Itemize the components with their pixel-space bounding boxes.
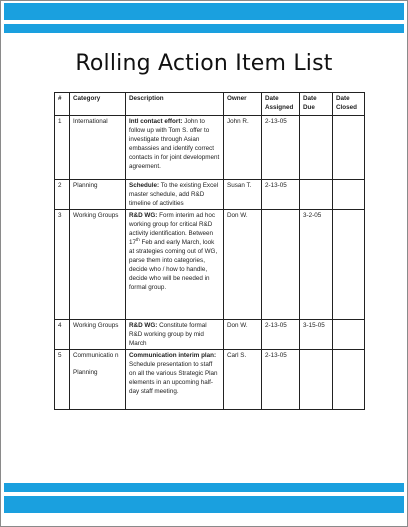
description-heading: R&D WG: (129, 212, 158, 219)
row-num: 5 (55, 350, 70, 410)
header-category: Category (70, 93, 126, 116)
row-owner: Susan T. (224, 180, 262, 210)
row-category: International (70, 116, 126, 180)
table-row (55, 320, 365, 350)
row-date-closed (333, 350, 365, 410)
row-owner: John R. (224, 116, 262, 180)
page-title: Rolling Action Item List (75, 51, 333, 76)
header-date-due: Date Due (300, 93, 333, 116)
row-num: 3 (55, 210, 70, 320)
action-item-table (54, 92, 365, 410)
row-date-closed (333, 180, 365, 210)
header-owner: Owner (224, 93, 262, 116)
table-row (55, 210, 365, 320)
row-date-assigned: 2-13-05 (262, 180, 300, 210)
description-heading: R&D WG: (129, 322, 158, 329)
description-heading: Schedule: (129, 182, 160, 189)
description-heading: Intl contact effort: (129, 118, 183, 125)
row-date-due (300, 350, 333, 410)
header-description: Description (126, 93, 224, 116)
row-date-assigned: 2-13-05 (262, 116, 300, 180)
row-owner: Carl S. (224, 350, 262, 410)
row-date-due: 3-2-05 (300, 210, 333, 320)
row-date-due (300, 116, 333, 180)
row-date-closed (333, 320, 365, 350)
description-body: Form interim ad hoc working group for critical R&D activity identification. Between 17 (129, 212, 216, 246)
row-date-closed (333, 210, 365, 320)
row-num: 2 (55, 180, 70, 210)
category-line: Communicatio n (73, 352, 119, 359)
description-body: John to follow up with Tom S. offer to investigate through Asian embassies and identify correct contacts in for joint development agreement. (129, 118, 220, 170)
table-row (55, 180, 365, 210)
row-date-closed (333, 116, 365, 180)
header-num: # (55, 93, 70, 116)
description-body: Schedule presentation to staff on all the various Strategic Plan elements in an upcoming half-day staff meeting. (129, 361, 218, 395)
description-superscript: th (136, 236, 140, 242)
table-row (55, 350, 365, 410)
row-owner: Don W. (224, 210, 262, 320)
row-description (126, 350, 224, 410)
header-date-closed: Date Closed (333, 93, 365, 116)
row-owner: Don W. (224, 320, 262, 350)
row-description (126, 320, 224, 350)
row-date-due: 3-15-05 (300, 320, 333, 350)
category-line: Planning (73, 369, 98, 376)
header-band-narrow (4, 24, 404, 33)
row-num: 4 (55, 320, 70, 350)
row-date-assigned (262, 210, 300, 320)
footer-band-wide (4, 496, 404, 513)
description-heading: Communication interim plan: (129, 352, 217, 359)
row-description (126, 210, 224, 320)
row-num: 1 (55, 116, 70, 180)
footer-band-narrow (4, 483, 404, 492)
row-description (126, 116, 224, 180)
description-body-cont: Feb and early March, look at strategies coming out of WG, parse them into categories, decide who / how to handle, decide who will be needed in formal group. (129, 239, 218, 291)
row-date-assigned: 2-13-05 (262, 350, 300, 410)
row-category: Working Groups (70, 210, 126, 320)
row-date-assigned: 2-13-05 (262, 320, 300, 350)
row-category (70, 350, 126, 410)
row-date-due (300, 180, 333, 210)
description-body: Constitute formal R&D working group by mid March (129, 322, 207, 347)
header-date-assigned: Date Assigned (262, 93, 300, 116)
table-header-row (55, 93, 365, 116)
table-row (55, 116, 365, 180)
row-category: Working Groups (70, 320, 126, 350)
description-body: To the existing Excel master schedule, add R&D timeline of activities (129, 182, 219, 207)
row-category: Planning (70, 180, 126, 210)
header-band-wide (4, 3, 404, 20)
row-description (126, 180, 224, 210)
